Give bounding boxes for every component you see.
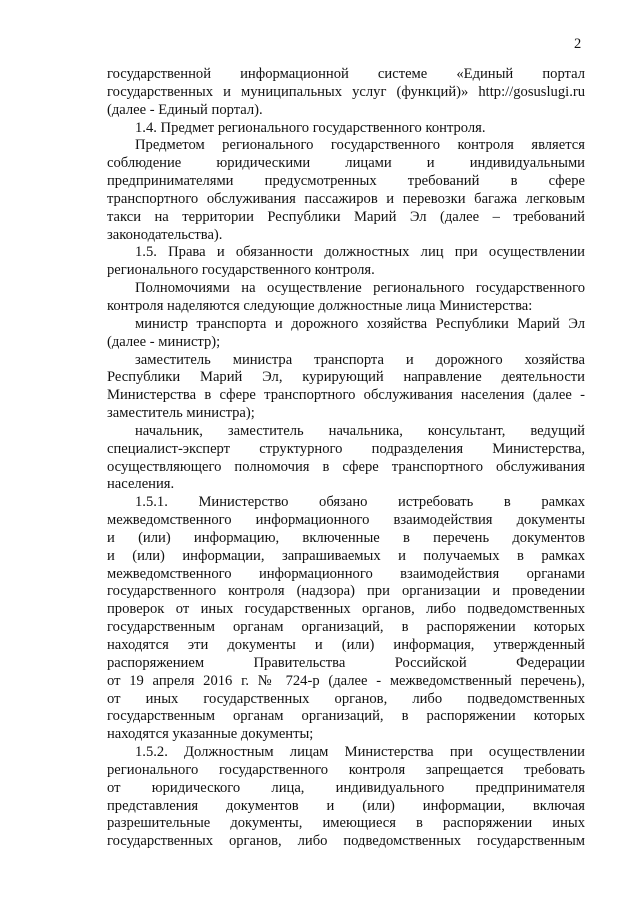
text-line: представления документов и (или) информации, включая — [107, 797, 585, 814]
text-line: от иных государственных органов, либо подведомственных — [107, 690, 585, 707]
text-line: специалист-эксперт структурного подразделения Министерства, — [107, 440, 585, 457]
text-line: (далее - министр); — [107, 333, 221, 350]
text-line: предпринимателями предусмотренных требований в сфере — [107, 173, 585, 190]
text-line: такси на территории Республики Марий Эл (далее – требований — [107, 208, 585, 225]
text-line: государственных и муниципальных услуг (функций)» http://gosuslugi.ru — [107, 83, 585, 100]
text-line: от юридического лица, индивидуального предпринимателя — [107, 779, 585, 796]
text-line: Министерства в сфере транспортного обслуживания населения (далее - — [107, 387, 585, 404]
text-line: межведомственного информационного взаимодействия органами — [107, 565, 585, 582]
text-line: законодательства). — [107, 226, 223, 243]
text-line: межведомственного информационного взаимодействия документы — [107, 512, 585, 529]
text-line: регионального государственного контроля запрещается требовать — [107, 761, 585, 778]
text-line: заместитель министра транспорта и дорожного хозяйства — [135, 351, 585, 368]
text-line: 1.5.2. Должностным лицам Министерства при осуществлении — [135, 744, 585, 761]
text-line: (далее - Единый портал). — [107, 101, 263, 118]
text-line: 1.5. Права и обязанности должностных лиц при осуществлении — [135, 244, 585, 261]
text-line: регионального государственного контроля. — [107, 262, 375, 279]
text-line: государственным органам организаций, в распоряжении которых — [107, 619, 585, 636]
text-line: начальник, заместитель начальника, консультант, ведущий — [135, 422, 585, 439]
text-line: Предметом регионального государственного контроля является — [135, 137, 585, 154]
text-line: от 19 апреля 2016 г. № 724-р (далее - межведомственный перечень), — [107, 672, 585, 689]
text-line: и (или) информацию, включенные в перечень документов — [107, 529, 585, 546]
text-line: осуществляющего полномочия в сфере транспортного обслуживания — [107, 458, 585, 475]
text-line: распоряжением Правительства Российской Федерации — [107, 654, 585, 671]
text-line: разрешительные документы, имеющиеся в распоряжении иных — [107, 815, 585, 832]
text-line: транспортного обслуживания пассажиров и перевозки багажа легковым — [107, 190, 585, 207]
text-line: проверок от иных государственных органов, либо подведомственных — [107, 601, 585, 618]
page-number: 2 — [574, 36, 582, 52]
text-line: находятся эти документы и (или) информация, утвержденный — [107, 637, 585, 653]
text-line: государственных органов, либо подведомственных государственным — [107, 833, 585, 850]
text-line: 1.5.1. Министерство обязано истребовать в рамках — [135, 494, 585, 511]
text-line: государственного контроля (надзора) при организации и проведении — [107, 583, 585, 600]
document-body — [107, 66, 585, 851]
text-line: Республики Марий Эл, курирующий направление деятельности — [107, 369, 585, 386]
text-line: 1.4. Предмет регионального государственного контроля. — [135, 119, 486, 136]
text-line: соблюдение юридическими лицами и индивидуальными — [107, 155, 585, 172]
text-line: и (или) информации, запрашиваемых и получаемых в рамках — [107, 547, 585, 564]
text-line: Полномочиями на осуществление регионального государственного — [135, 280, 585, 297]
text-line: заместитель министра); — [107, 405, 255, 422]
text-line: министр транспорта и дорожного хозяйства Республики Марий Эл — [135, 315, 585, 332]
text-line: находятся указанные документы; — [107, 726, 314, 743]
text-line: контроля наделяются следующие должностные лица Министерства: — [107, 297, 533, 314]
text-line: государственной информационной системе «Единый портал — [107, 66, 585, 82]
text-line: государственным органам организаций, в распоряжении которых — [107, 708, 585, 725]
text-line: населения. — [107, 476, 175, 493]
